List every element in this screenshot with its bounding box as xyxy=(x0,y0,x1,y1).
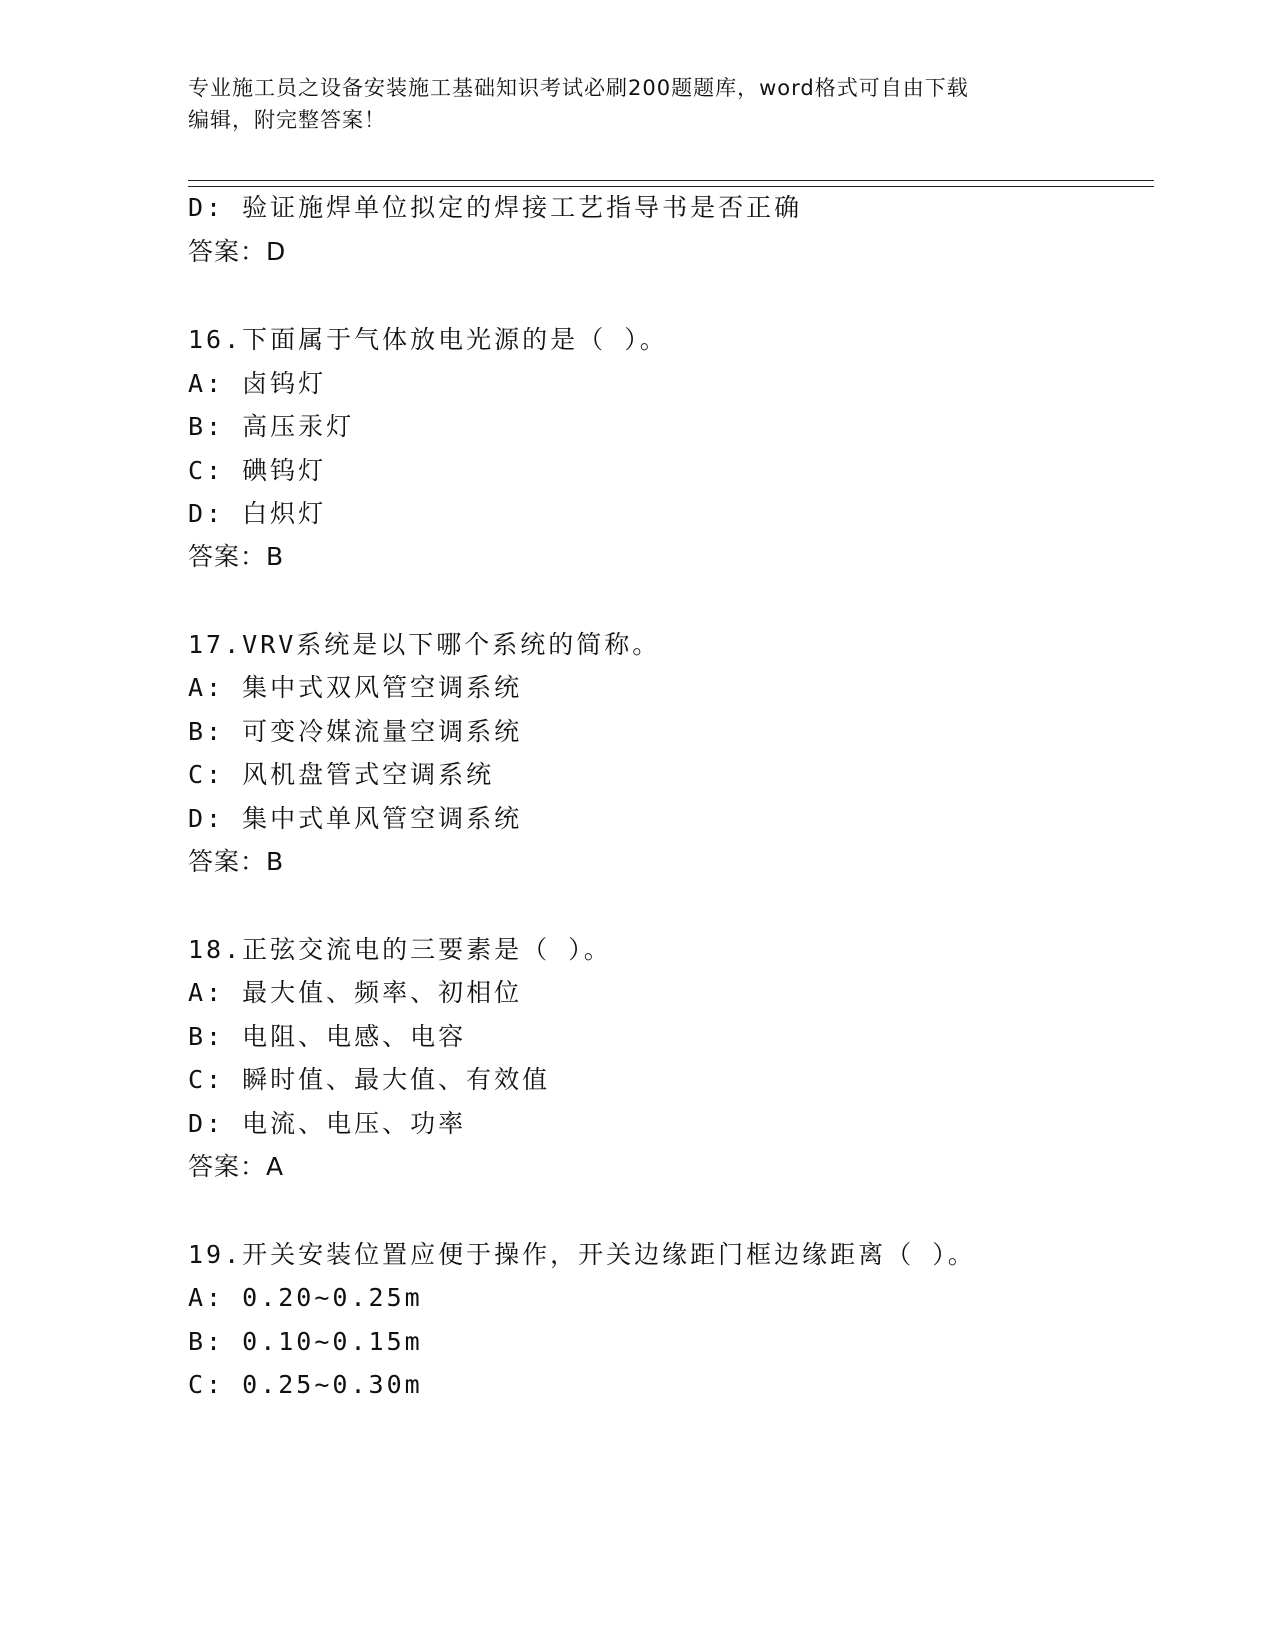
question-17-option-c: C: 风机盘管式空调系统 xyxy=(188,760,495,789)
question-17-option-a: A: 集中式双风管空调系统 xyxy=(188,673,523,702)
question-16-option-d: D: 白炽灯 xyxy=(188,499,327,528)
header-title-line-2: 编辑，附完整答案！ xyxy=(188,108,386,132)
prev-answer: 答案：D xyxy=(188,237,287,266)
question-16-option-a: A: 卤钨灯 xyxy=(188,369,327,398)
question-17-answer: 答案：B xyxy=(188,847,285,876)
question-16-option-c: C: 碘钨灯 xyxy=(188,456,327,485)
prev-option-d: D: 验证施焊单位拟定的焊接工艺指导书是否正确 xyxy=(188,193,803,222)
question-16-stem: 16.下面属于气体放电光源的是（ ）。 xyxy=(188,325,668,354)
question-17-stem: 17.VRV系统是以下哪个系统的简称。 xyxy=(188,630,661,659)
header-divider-bottom xyxy=(188,186,1154,187)
question-17-option-d: D: 集中式单风管空调系统 xyxy=(188,804,523,833)
question-19-option-c: C: 0.25~0.30m xyxy=(188,1370,423,1399)
question-19-stem: 19.开关安装位置应便于操作，开关边缘距门框边缘距离（ ）。 xyxy=(188,1240,976,1269)
question-16-option-b: B: 高压汞灯 xyxy=(188,412,355,441)
question-16-answer: 答案：B xyxy=(188,542,285,571)
header-title-line-1: 专业施工员之设备安装施工基础知识考试必刷200题题库，word格式可自由下载 xyxy=(188,76,969,100)
question-18-stem: 18.正弦交流电的三要素是（ ）。 xyxy=(188,935,612,964)
question-19-option-b: B: 0.10~0.15m xyxy=(188,1327,423,1356)
question-18-answer: 答案：A xyxy=(188,1152,285,1181)
question-17-option-b: B: 可变冷媒流量空调系统 xyxy=(188,717,523,746)
question-18-option-b: B: 电阻、电感、电容 xyxy=(188,1022,467,1051)
header-divider-top xyxy=(188,180,1154,181)
question-18-option-c: C: 瞬时值、最大值、有效值 xyxy=(188,1065,551,1094)
document-header xyxy=(188,72,1088,136)
question-18-option-d: D: 电流、电压、功率 xyxy=(188,1109,467,1138)
question-19-option-a: A: 0.20~0.25m xyxy=(188,1283,423,1312)
question-18-option-a: A: 最大值、频率、初相位 xyxy=(188,978,523,1007)
